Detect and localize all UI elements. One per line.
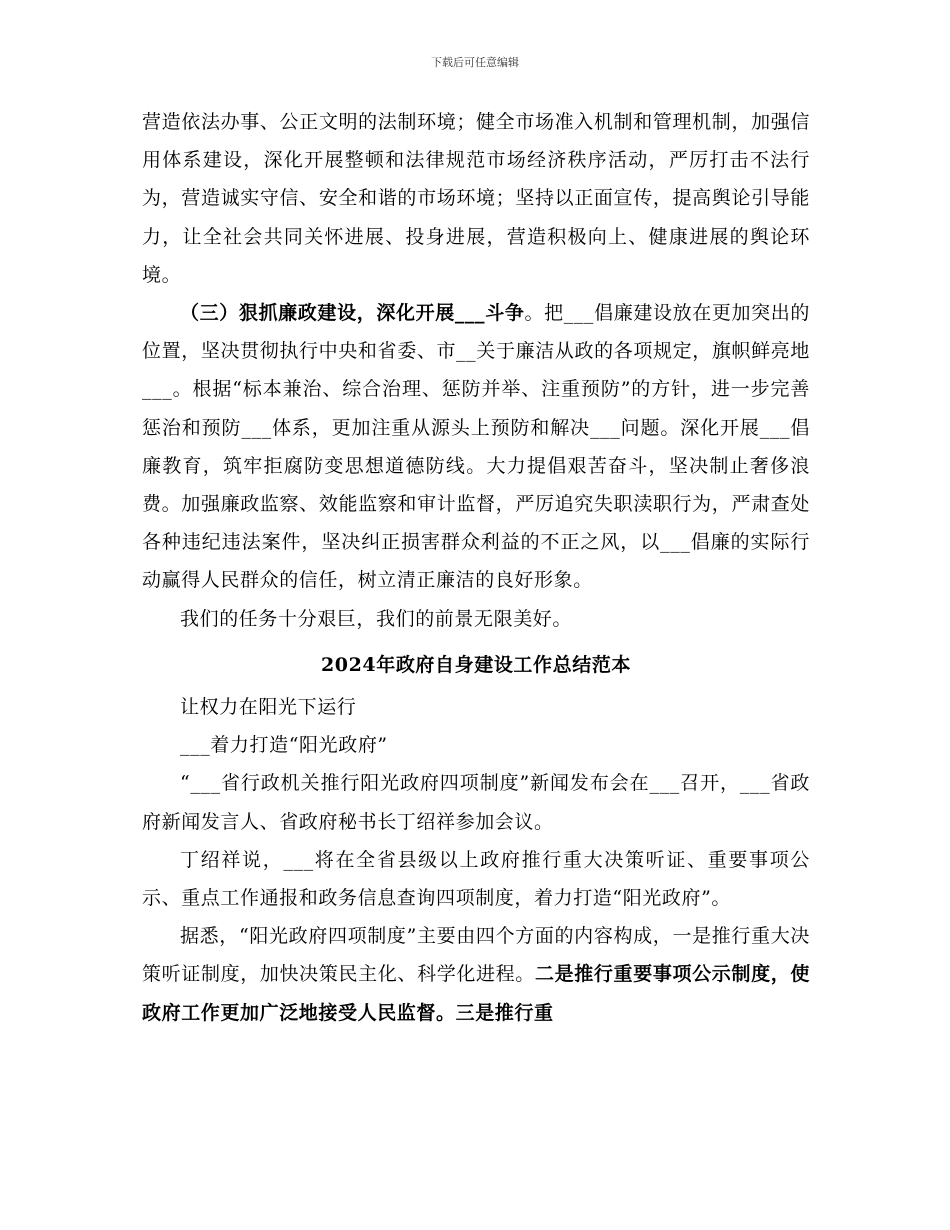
page-header: 下载后可任意编辑 [431, 56, 519, 69]
paragraph-legal-environment: 营造依法办事、公正文明的法制环境；健全市场准入机制和管理机制，加强信用体系建设，深化开展整顿和法律规范市场经济秩序活动，严厉打击不法行为，营造诚实守信、安全和谐的市场环境；坚持以正面宣传，提高舆论引导能力，让全社会共同关怀进展、投身进展，营造积极向上、健康进展的舆论环境。 [142, 111, 810, 286]
paragraph-reportedly [142, 917, 810, 1032]
anti-corruption-heading: （三）狠抓廉政建设，深化开展___斗争 [180, 302, 525, 325]
paragraph-subtitle: 让权力在阳光下运行 [180, 696, 357, 719]
reportedly-bold: 二是推行重要事项公示制度，使政府工作更加广泛地接受人民监督。三是推行重 [142, 963, 810, 1024]
paragraph-four-systems: 丁绍祥说，___将在全省县级以上政府推行重大决策听证、重要事项公示、重点工作通报和政务信息查询四项制度，着力打造“阳光政府”。 [142, 848, 810, 910]
document-body [142, 103, 810, 1032]
paragraph-anti-corruption [142, 294, 810, 600]
reportedly-body: 据悉，“阳光政府四项制度”主要由四个方面的内容构成，一是推行重大决策听证制度，加快决策民主化、科学化进程。 [142, 925, 810, 986]
paragraph-press-conference: “___省行政机关推行阳光政府四项制度”新闻发布会在___召开，___省政府新闻发言人、省政府秘书长丁绍祥参加会议。 [142, 772, 810, 833]
document-title: 2024年政府自身建设工作总结范本 [320, 653, 632, 676]
paragraph-closing: 我们的任务十分艰巨，我们的前景无限美好。 [180, 607, 573, 630]
anti-corruption-body: 。把___倡廉建设放在更加突出的位置，坚决贯彻执行中央和省委、市__关于廉洁从政的各项规定，旗帜鲜亮地___。根据“标本兼治、综合治理、惩防并举、注重预防”的方针，进一步完善惩治和预防___体系，更加注重从源头上预防和解决___问题。深化开展___倡廉教育，筑牢拒腐防变思想道德防线。大力提倡艰苦奋斗，坚决制止奢侈浪费。加强廉政监察、效能监察和审计监督，严厉追究失职渎职行为，严肃查处各种违纪违法案件，坚决纠正损害群众利益的不正之风，以___倡廉的实际行动赢得人民群众的信任，树立清正廉洁的良好形象。 [142, 302, 810, 592]
paragraph-sunshine-government: ___着力打造“阳光政府” [180, 734, 388, 757]
